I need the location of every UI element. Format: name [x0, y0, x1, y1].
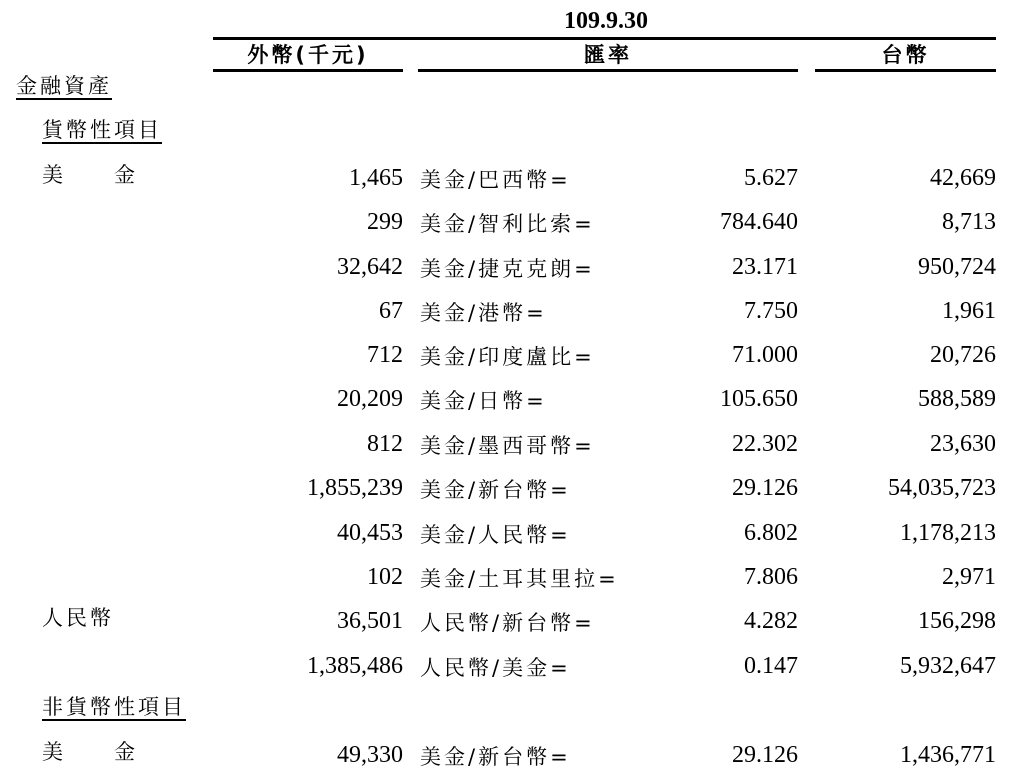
col-twd-underline: [815, 69, 996, 72]
row-foreign: 49,330: [337, 742, 403, 768]
row-foreign: 812: [367, 431, 403, 457]
row-foreign: 36,501: [337, 608, 403, 634]
row-rate: 6.802: [744, 520, 798, 546]
row-foreign: 32,642: [337, 254, 403, 280]
row-foreign: 102: [367, 564, 403, 590]
row-rate: 23.171: [732, 254, 798, 280]
row-twd: 20,726: [930, 342, 996, 368]
row-foreign: 67: [379, 298, 403, 324]
row-pair: 人民幣/新台幣=: [420, 611, 595, 635]
row-pair: 美金/日幣=: [420, 389, 547, 413]
row-foreign: 1,465: [349, 165, 403, 191]
row-twd: 1,436,771: [900, 742, 996, 768]
row-pair: 美金/新台幣=: [420, 745, 571, 769]
row-rate: 0.147: [744, 653, 798, 679]
section-non-monetary-items: 非貨幣性項目: [42, 695, 186, 719]
row-foreign: 20,209: [337, 386, 403, 412]
currency-label-usd-non-monetary: 美 金: [42, 740, 138, 764]
currency-label-rmb: 人民幣: [42, 606, 114, 630]
row-pair: 美金/新台幣=: [420, 478, 571, 502]
currency-label-usd: 美 金: [42, 163, 138, 187]
row-rate: 29.126: [732, 742, 798, 768]
row-pair: 美金/巴西幣=: [420, 168, 571, 192]
row-twd: 54,035,723: [888, 475, 996, 501]
col-foreign-underline: [213, 69, 403, 72]
row-twd: 950,724: [918, 254, 996, 280]
row-pair: 美金/印度盧比=: [420, 345, 595, 369]
row-rate: 7.750: [744, 298, 798, 324]
row-pair: 美金/智利比索=: [420, 212, 595, 236]
row-rate: 784.640: [720, 209, 798, 235]
section-financial-assets: 金融資產: [16, 74, 112, 98]
col-header-foreign: 外幣(千元): [247, 43, 369, 67]
row-foreign: 712: [367, 342, 403, 368]
row-rate: 7.806: [744, 564, 798, 590]
row-pair: 美金/港幣=: [420, 301, 547, 325]
row-foreign: 299: [367, 209, 403, 235]
row-rate: 5.627: [744, 165, 798, 191]
section-monetary-items: 貨幣性項目: [42, 118, 162, 142]
row-foreign: 40,453: [337, 520, 403, 546]
row-pair: 美金/捷克克朗=: [420, 257, 595, 281]
report-date: 109.9.30: [564, 8, 648, 34]
col-rate-underline: [418, 69, 798, 72]
row-pair: 美金/土耳其里拉=: [420, 567, 619, 591]
row-rate: 4.282: [744, 608, 798, 634]
row-twd: 8,713: [942, 209, 996, 235]
col-header-twd: 台幣: [881, 43, 930, 67]
row-twd: 156,298: [918, 608, 996, 634]
row-pair: 人民幣/美金=: [420, 656, 571, 680]
row-foreign: 1,855,239: [307, 475, 403, 501]
row-twd: 588,589: [918, 386, 996, 412]
row-twd: 1,961: [942, 298, 996, 324]
row-rate: 105.650: [720, 386, 798, 412]
row-twd: 42,669: [930, 165, 996, 191]
row-pair: 美金/墨西哥幣=: [420, 434, 595, 458]
row-pair: 美金/人民幣=: [420, 523, 571, 547]
col-header-rate: 匯率: [584, 43, 632, 67]
row-twd: 5,932,647: [900, 653, 996, 679]
row-rate: 71.000: [732, 342, 798, 368]
row-twd: 23,630: [930, 431, 996, 457]
row-twd: 1,178,213: [900, 520, 996, 546]
row-rate: 22.302: [732, 431, 798, 457]
row-foreign: 1,385,486: [307, 653, 403, 679]
row-twd: 2,971: [942, 564, 996, 590]
row-rate: 29.126: [732, 475, 798, 501]
